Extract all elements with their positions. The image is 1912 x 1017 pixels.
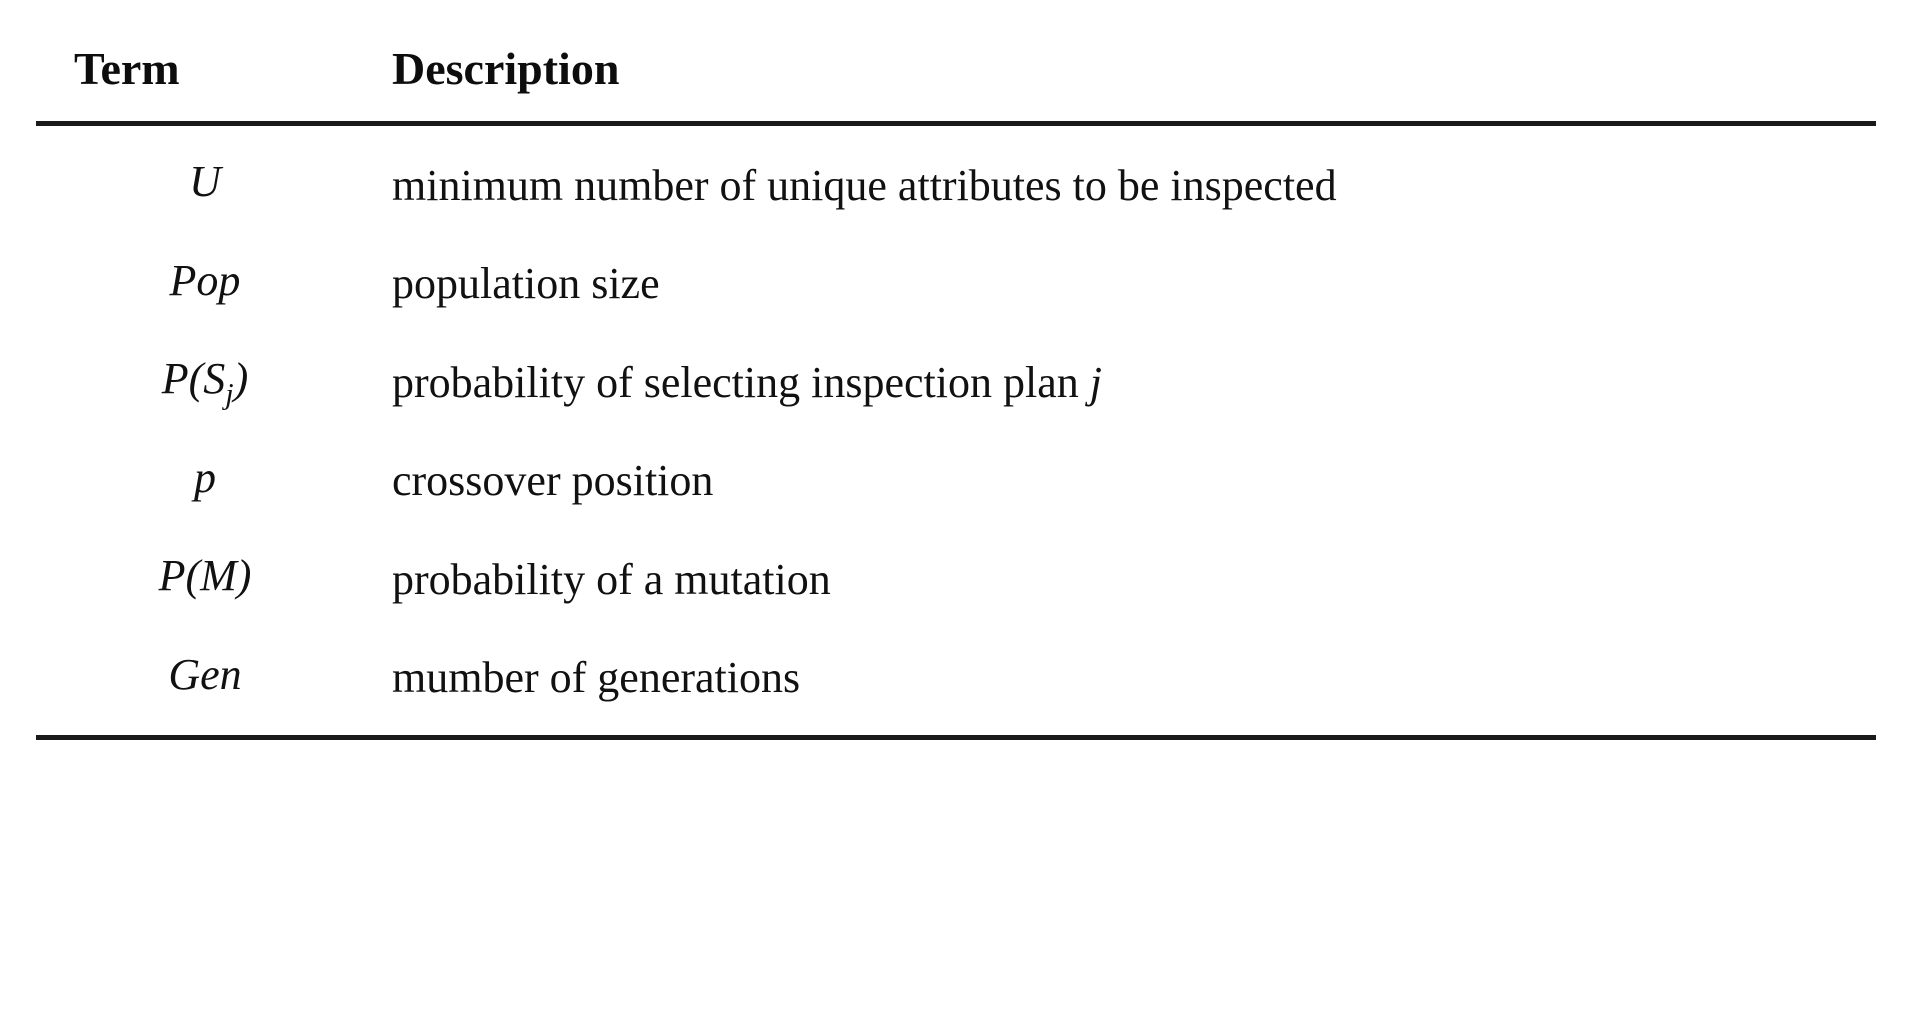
term-cell bbox=[36, 629, 374, 736]
description-cell bbox=[374, 629, 1876, 736]
term-cell bbox=[36, 530, 374, 629]
description-text: minimum number of unique attributes to be inspected bbox=[392, 160, 1337, 210]
table-row bbox=[36, 235, 1876, 334]
table-bottom-rule bbox=[36, 735, 1876, 746]
table-row bbox=[36, 333, 1876, 432]
term-text: P(S bbox=[161, 354, 226, 403]
description-italic-tail: j bbox=[1089, 357, 1102, 407]
term-cell bbox=[36, 432, 374, 531]
description-text: population size bbox=[392, 259, 660, 309]
table-row bbox=[36, 530, 1876, 629]
term-text: U bbox=[189, 157, 221, 206]
description-cell bbox=[374, 530, 1876, 629]
description-text: crossover position bbox=[392, 456, 714, 506]
term-suffix: ) bbox=[233, 354, 249, 403]
table-header-row bbox=[36, 18, 1876, 124]
column-header-term: Term bbox=[36, 18, 374, 124]
table-header bbox=[36, 18, 1876, 124]
term-subscript: j bbox=[225, 377, 234, 411]
term-text: Gen bbox=[168, 649, 242, 699]
description-cell bbox=[374, 124, 1876, 235]
column-header-description: Description bbox=[374, 18, 1876, 124]
term-cell bbox=[36, 124, 374, 235]
term-text: P(M) bbox=[158, 551, 252, 600]
table-body bbox=[36, 124, 1876, 736]
table-row bbox=[36, 432, 1876, 531]
description-text: probability of a mutation bbox=[392, 554, 831, 604]
description-cell bbox=[374, 333, 1876, 432]
term-cell bbox=[36, 333, 374, 432]
table-row bbox=[36, 124, 1876, 235]
term-text: Pop bbox=[169, 255, 241, 305]
term-cell bbox=[36, 235, 374, 334]
notation-table bbox=[36, 18, 1876, 735]
description-cell bbox=[374, 235, 1876, 334]
description-text: mumber of generations bbox=[392, 653, 801, 703]
table-row bbox=[36, 629, 1876, 736]
description-cell bbox=[374, 432, 1876, 531]
description-text: probability of selecting inspection plan bbox=[392, 357, 1090, 407]
term-text: p bbox=[194, 452, 216, 502]
